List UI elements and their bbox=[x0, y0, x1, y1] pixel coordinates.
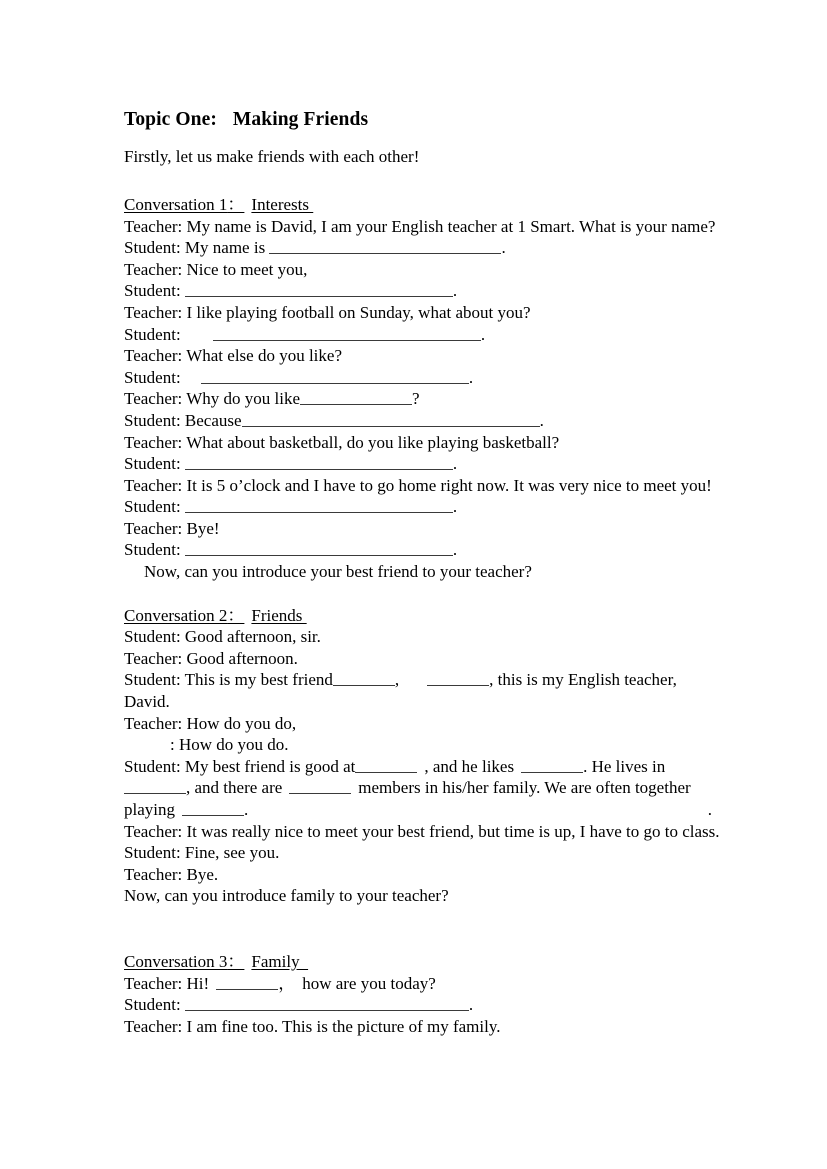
dialogue-line bbox=[124, 410, 724, 432]
dialogue-text: Teacher: How do you do, bbox=[124, 713, 297, 733]
dialogue-text: members in his/her family. We are often together playing bbox=[124, 778, 691, 819]
speaker-label: Teacher: bbox=[124, 648, 187, 668]
dialogue-text: ， bbox=[278, 973, 296, 993]
dialogue-text: Good afternoon, sir. bbox=[184, 627, 321, 647]
speaker-label: Teacher: bbox=[124, 259, 187, 279]
speaker-label: Teacher: bbox=[124, 302, 187, 322]
speaker-label: Student: bbox=[124, 454, 185, 474]
dialogue-line-unnamed-speaker bbox=[124, 734, 724, 756]
dialogue-text: . bbox=[244, 800, 249, 819]
fill-in-blank[interactable] bbox=[213, 325, 481, 341]
speaker-label: Student: bbox=[124, 540, 185, 560]
dialogue-text: , and he likes bbox=[424, 756, 515, 776]
dialogue-line bbox=[124, 237, 724, 259]
dialogue-line bbox=[124, 216, 724, 238]
speaker-label: Student: bbox=[124, 627, 185, 647]
dialogue-tail: . bbox=[452, 454, 458, 474]
dialogue-text: , and there are bbox=[186, 778, 283, 798]
fill-in-blank[interactable] bbox=[124, 778, 186, 794]
dialogue-line bbox=[124, 345, 724, 367]
speaker-label: Teacher: bbox=[124, 518, 187, 538]
fill-in-blank[interactable] bbox=[242, 411, 540, 427]
dialogue-text: What about basketball, do you like playing basketball? bbox=[186, 432, 560, 452]
speaker-label: Student: bbox=[124, 367, 185, 387]
dialogue-line bbox=[124, 388, 724, 410]
dialogue-line bbox=[124, 648, 724, 670]
fill-in-blank[interactable] bbox=[300, 389, 412, 405]
speaker-label: Student: bbox=[124, 324, 185, 344]
conversation-2-closing-prompt: Now, can you introduce family to your teacher? bbox=[124, 886, 449, 906]
speaker-label: Teacher: bbox=[124, 216, 187, 236]
dialogue-tail: . bbox=[468, 995, 474, 1015]
dialogue-tail: . bbox=[452, 497, 458, 517]
dialogue-text: Bye! bbox=[186, 518, 220, 538]
section-spacer bbox=[124, 907, 724, 951]
dialogue-text: Student: This is my best friend bbox=[124, 670, 333, 690]
intro-text: Firstly, let us make friends with each other! bbox=[124, 147, 420, 167]
dialogue-tail: . bbox=[480, 324, 486, 344]
dialogue-line bbox=[124, 539, 724, 561]
dialogue-text: It is 5 o’clock and I have to go home right now. It was very nice to meet you! bbox=[186, 475, 712, 495]
dialogue-text: Student: My best friend is good at bbox=[124, 756, 356, 776]
dialogue-line bbox=[124, 626, 724, 648]
dialogue-tail: . bbox=[452, 281, 458, 301]
fill-in-blank[interactable] bbox=[182, 800, 244, 816]
dialogue-line: Teacher: I am fine too. This is the picture of my family. bbox=[124, 1016, 501, 1036]
dialogue-text: Teacher: Hi! bbox=[124, 973, 210, 993]
conversation-1-heading-text: Conversation 1： Interests bbox=[124, 194, 314, 214]
dialogue-text: Nice to meet you, bbox=[186, 259, 308, 279]
speaker-label: Student: bbox=[124, 238, 185, 258]
fill-in-blank[interactable] bbox=[201, 368, 469, 384]
dialogue-tail: . bbox=[539, 410, 544, 430]
dialogue-line bbox=[124, 453, 724, 475]
conversation-3-heading bbox=[124, 951, 724, 973]
dialogue-line bbox=[124, 302, 724, 324]
dialogue-text: how are you today? bbox=[302, 973, 436, 993]
speaker-label: Student: bbox=[124, 497, 185, 517]
fill-in-blank[interactable] bbox=[185, 995, 469, 1011]
dialogue-line: Student: Fine, see you. bbox=[124, 843, 280, 863]
fill-in-blank[interactable] bbox=[269, 238, 501, 254]
fill-in-blank[interactable] bbox=[185, 281, 453, 297]
dialogue-line bbox=[124, 324, 724, 346]
dialogue-line-friend-description bbox=[124, 756, 724, 821]
dialogue-text: , bbox=[394, 670, 400, 690]
speaker-label: Teacher: bbox=[124, 432, 187, 452]
conversation-1-heading bbox=[124, 194, 724, 216]
speaker-label: Teacher: bbox=[124, 389, 187, 409]
conversation-2-heading bbox=[124, 605, 724, 627]
page-title-label: Topic One: bbox=[124, 109, 217, 130]
speaker-label: Student: bbox=[124, 410, 185, 430]
stray-period: . bbox=[707, 800, 712, 819]
dialogue-text: Because bbox=[184, 410, 242, 430]
dialogue-line bbox=[124, 994, 724, 1016]
dialogue-tail: . bbox=[468, 367, 474, 387]
speaker-label: Teacher: bbox=[124, 475, 187, 495]
fill-in-blank[interactable] bbox=[333, 670, 395, 686]
document-content bbox=[124, 108, 724, 1037]
dialogue-line bbox=[124, 280, 724, 302]
dialogue-text: , this is my English teacher, David. bbox=[124, 670, 677, 712]
fill-in-blank[interactable] bbox=[289, 778, 351, 794]
fill-in-blank[interactable] bbox=[185, 540, 453, 556]
dialogue-text: I like playing football on Sunday, what about you? bbox=[186, 302, 531, 322]
dialogue-text: My name is bbox=[184, 238, 270, 258]
dialogue-line bbox=[124, 518, 724, 540]
dialogue-line bbox=[124, 432, 724, 454]
dialogue-line-best-friend-intro bbox=[124, 669, 724, 712]
dialogue-line-greeting bbox=[124, 973, 724, 995]
fill-in-blank[interactable] bbox=[216, 974, 278, 990]
dialogue-text: Why do you like bbox=[186, 389, 301, 409]
speaker-label: Student: bbox=[124, 281, 185, 301]
dialogue-tail: . bbox=[501, 238, 506, 258]
fill-in-blank[interactable] bbox=[521, 757, 583, 773]
dialogue-text: My name is David, I am your English teacher at 1 Smart. What is your name? bbox=[186, 216, 716, 236]
fill-in-blank[interactable] bbox=[185, 454, 453, 470]
dialogue-tail: . bbox=[452, 540, 458, 560]
fill-in-blank[interactable] bbox=[355, 757, 417, 773]
dialogue-line: Teacher: Bye. bbox=[124, 864, 219, 884]
speaker-label: Student: bbox=[124, 995, 185, 1015]
dialogue-line bbox=[124, 713, 724, 735]
dialogue-line bbox=[124, 496, 724, 518]
section-spacer bbox=[124, 583, 724, 605]
fill-in-blank[interactable] bbox=[427, 670, 489, 686]
dialogue-tail: ? bbox=[412, 389, 420, 409]
fill-in-blank[interactable] bbox=[185, 497, 453, 513]
dialogue-text: . He lives in bbox=[583, 756, 666, 776]
dialogue-text: Good afternoon. bbox=[186, 648, 298, 668]
dialogue-line bbox=[124, 475, 724, 497]
dialogue-line-time-up: Teacher: It was really nice to meet your best friend, but time is up, I have to go to class. bbox=[124, 821, 720, 841]
page-title-topic: Making Friends bbox=[232, 109, 369, 130]
speaker-label: Teacher: bbox=[124, 346, 187, 366]
conversation-3-heading-text: Conversation 3： Family bbox=[124, 951, 309, 971]
dialogue-text: : How do you do. bbox=[170, 735, 289, 755]
dialogue-line bbox=[124, 367, 724, 389]
dialogue-text: What else do you like? bbox=[186, 346, 342, 366]
conversation-1-closing-prompt: Now, can you introduce your best friend to your teacher? bbox=[144, 562, 532, 582]
conversation-2-heading-text: Conversation 2： Friends bbox=[124, 605, 307, 625]
page-title bbox=[124, 108, 724, 132]
dialogue-line bbox=[124, 259, 724, 281]
